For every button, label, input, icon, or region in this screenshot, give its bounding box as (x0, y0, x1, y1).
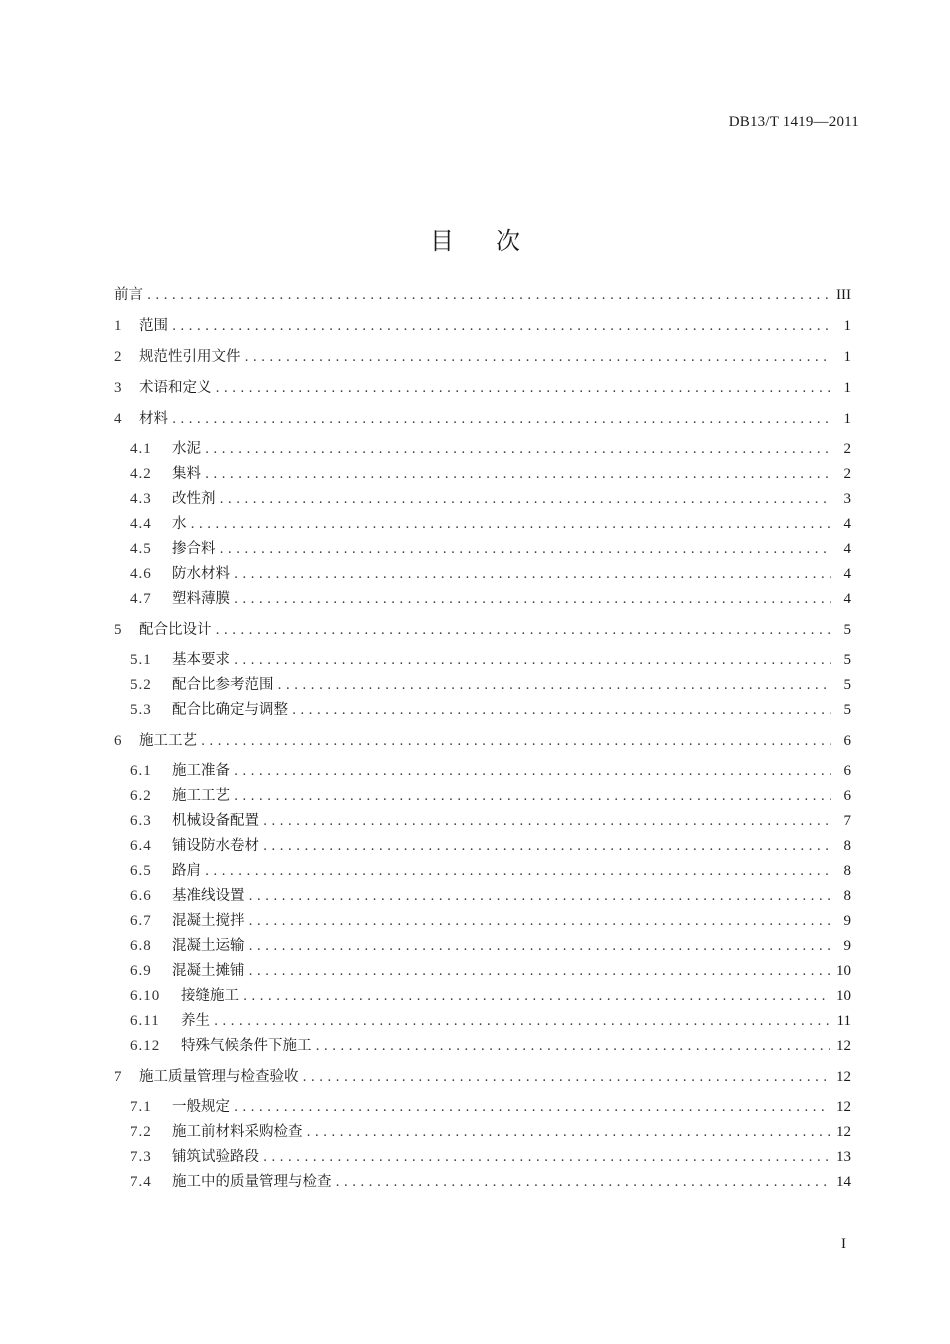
dot-leader (234, 784, 831, 809)
toc-section[interactable] (114, 784, 851, 809)
toc-page-number: 12 (836, 1099, 851, 1115)
toc-label: 水泥 (172, 441, 201, 457)
toc-page-number: 10 (836, 963, 851, 979)
dot-leader (201, 729, 831, 754)
toc-label: 配合比设计 (139, 622, 212, 638)
toc-number: 4.3 (130, 491, 152, 507)
toc-number: 7.2 (130, 1124, 152, 1140)
dot-leader (172, 407, 831, 432)
toc-section[interactable] (114, 487, 851, 512)
toc-page-number: 9 (843, 938, 851, 954)
toc-number: 4.6 (130, 566, 152, 582)
toc-number: 4.7 (130, 591, 152, 607)
toc-label: 塑料薄膜 (172, 591, 230, 607)
dot-leader (172, 314, 831, 339)
toc-page-number: III (836, 287, 851, 303)
toc-label: 基准线设置 (172, 888, 245, 904)
toc-number: 4.5 (130, 541, 152, 557)
toc-page-number: 5 (843, 652, 851, 668)
toc-number: 5 (114, 622, 122, 638)
toc-section[interactable] (114, 759, 851, 784)
toc-page-number: 12 (836, 1038, 851, 1054)
toc-page-number: 5 (843, 677, 851, 693)
toc-page-number: 10 (836, 988, 851, 1004)
toc-section[interactable] (114, 648, 851, 673)
dot-leader (307, 1120, 831, 1145)
dot-leader (205, 437, 831, 462)
toc-page-number: 1 (843, 380, 851, 396)
toc-label: 规范性引用文件 (139, 349, 241, 365)
toc-label: 施工前材料采购检查 (172, 1124, 303, 1140)
toc-section[interactable] (114, 462, 851, 487)
toc-label: 施工中的质量管理与检查 (172, 1174, 332, 1190)
toc-page-number: 12 (836, 1124, 851, 1140)
dot-leader (234, 587, 831, 612)
toc-number: 6.5 (130, 863, 152, 879)
toc-label: 配合比参考范围 (172, 677, 274, 693)
toc-number: 4.2 (130, 466, 152, 482)
toc-section[interactable] (114, 587, 851, 612)
dot-leader (263, 809, 831, 834)
toc-number: 6.8 (130, 938, 152, 954)
toc-number: 5.3 (130, 702, 152, 718)
dot-leader (249, 909, 832, 934)
toc-section[interactable] (114, 1145, 851, 1170)
toc-section[interactable] (114, 909, 851, 934)
toc-section[interactable] (114, 859, 851, 884)
toc-page-number: 4 (843, 541, 851, 557)
toc-page-number: 4 (843, 516, 851, 532)
toc-page-number: 4 (843, 591, 851, 607)
toc-label: 一般规定 (172, 1099, 230, 1115)
dot-leader (216, 618, 832, 643)
toc-label: 材料 (139, 411, 168, 427)
footer-page-number: I (841, 1236, 846, 1252)
toc-label: 机械设备配置 (172, 813, 259, 829)
toc-chapter[interactable] (114, 407, 851, 432)
toc-chapter[interactable] (114, 283, 851, 308)
toc-number: 4.4 (130, 516, 152, 532)
toc-number: 4 (114, 411, 122, 427)
toc-label: 接缝施工 (181, 988, 239, 1004)
toc-label: 水 (172, 516, 187, 532)
dot-leader (249, 884, 832, 909)
dot-leader (234, 1095, 830, 1120)
toc-label: 铺筑试验路段 (172, 1149, 259, 1165)
dot-leader (316, 1034, 831, 1059)
toc-number: 7.4 (130, 1174, 152, 1190)
toc-label: 混凝土摊铺 (172, 963, 245, 979)
toc-section[interactable] (114, 984, 851, 1009)
toc-number: 6 (114, 733, 122, 749)
toc-chapter[interactable] (114, 618, 851, 643)
toc-chapter[interactable] (114, 376, 851, 401)
toc-number: 7.1 (130, 1099, 152, 1115)
toc-section[interactable] (114, 884, 851, 909)
toc-number: 5.2 (130, 677, 152, 693)
dot-leader (263, 834, 831, 859)
toc-section[interactable] (114, 1120, 851, 1145)
dot-leader (292, 698, 831, 723)
toc-page-number: 8 (843, 838, 851, 854)
toc-page-number: 11 (836, 1013, 851, 1029)
toc-number: 6.1 (130, 763, 152, 779)
toc-section[interactable] (114, 562, 851, 587)
toc-chapter[interactable] (114, 314, 851, 339)
toc-number: 5.1 (130, 652, 152, 668)
toc-label: 掺合料 (172, 541, 216, 557)
dot-leader (205, 462, 831, 487)
toc-label: 施工工艺 (172, 788, 230, 804)
toc-page-number: 3 (843, 491, 851, 507)
toc-label: 术语和定义 (139, 380, 212, 396)
toc-label: 防水材料 (172, 566, 230, 582)
toc-number: 7.3 (130, 1149, 152, 1165)
toc-page-number: 8 (843, 888, 851, 904)
dot-leader (336, 1170, 831, 1195)
toc-number: 2 (114, 349, 122, 365)
toc-label: 改性剂 (172, 491, 216, 507)
toc-label: 施工质量管理与检查验收 (139, 1069, 299, 1085)
toc-page-number: 1 (843, 318, 851, 334)
toc-label: 路肩 (172, 863, 201, 879)
dot-leader (191, 512, 832, 537)
toc-page-number: 8 (843, 863, 851, 879)
toc-section[interactable] (114, 437, 851, 462)
toc-page-number: 6 (843, 763, 851, 779)
toc-page-number: 1 (843, 411, 851, 427)
page-title: 目次 (430, 227, 562, 256)
dot-leader (263, 1145, 830, 1170)
toc-number: 6.12 (130, 1038, 161, 1054)
toc-number: 6.3 (130, 813, 152, 829)
toc-section[interactable] (114, 834, 851, 859)
toc-page-number: 2 (843, 466, 851, 482)
toc-page-number: 1 (843, 349, 851, 365)
toc-page-number: 13 (836, 1149, 851, 1165)
toc-number: 6.7 (130, 913, 152, 929)
toc-chapter[interactable] (114, 345, 851, 370)
dot-leader (147, 283, 830, 308)
dot-leader (220, 537, 832, 562)
toc-page-number: 5 (843, 622, 851, 638)
toc-number: 3 (114, 380, 122, 396)
toc-section[interactable] (114, 698, 851, 723)
dot-leader (249, 934, 832, 959)
toc-page-number: 4 (843, 566, 851, 582)
toc-label: 特殊气候条件下施工 (181, 1038, 312, 1054)
dot-leader (234, 562, 831, 587)
toc-chapter[interactable] (114, 729, 851, 754)
toc-label: 前言 (114, 287, 143, 303)
toc-label: 混凝土运输 (172, 938, 245, 954)
toc-page-number: 5 (843, 702, 851, 718)
table-of-contents (114, 283, 851, 1195)
toc-page-number: 14 (836, 1174, 851, 1190)
toc-number: 6.6 (130, 888, 152, 904)
toc-section[interactable] (114, 1095, 851, 1120)
toc-section[interactable] (114, 673, 851, 698)
toc-number: 6.11 (130, 1013, 160, 1029)
dot-leader (216, 376, 832, 401)
toc-label: 范围 (139, 318, 168, 334)
toc-label: 养生 (181, 1013, 210, 1029)
toc-section[interactable] (114, 1034, 851, 1059)
dot-leader (234, 759, 831, 784)
toc-section[interactable] (114, 1009, 851, 1034)
toc-section[interactable] (114, 1170, 851, 1195)
dot-leader (220, 487, 832, 512)
toc-page-number: 9 (843, 913, 851, 929)
toc-page-number: 6 (843, 788, 851, 804)
document-code: DB13/T 1419—2011 (728, 114, 859, 130)
toc-number: 4.1 (130, 441, 152, 457)
toc-section[interactable] (114, 934, 851, 959)
toc-section[interactable] (114, 809, 851, 834)
toc-label: 混凝土搅拌 (172, 913, 245, 929)
toc-label: 配合比确定与调整 (172, 702, 288, 718)
toc-number: 6.10 (130, 988, 161, 1004)
toc-section[interactable] (114, 537, 851, 562)
dot-leader (234, 648, 831, 673)
toc-label: 基本要求 (172, 652, 230, 668)
toc-label: 铺设防水卷材 (172, 838, 259, 854)
dot-leader (243, 984, 830, 1009)
toc-label: 施工工艺 (139, 733, 197, 749)
toc-page-number: 7 (843, 813, 851, 829)
dot-leader (278, 673, 832, 698)
toc-label: 施工准备 (172, 763, 230, 779)
toc-page-number: 2 (843, 441, 851, 457)
toc-number: 6.9 (130, 963, 152, 979)
dot-leader (303, 1065, 831, 1090)
toc-section[interactable] (114, 512, 851, 537)
toc-number: 6.4 (130, 838, 152, 854)
toc-number: 1 (114, 318, 122, 334)
toc-chapter[interactable] (114, 1065, 851, 1090)
toc-page-number: 12 (836, 1069, 851, 1085)
dot-leader (245, 345, 832, 370)
toc-page-number: 6 (843, 733, 851, 749)
toc-label: 集料 (172, 466, 201, 482)
toc-number: 7 (114, 1069, 122, 1085)
toc-number: 6.2 (130, 788, 152, 804)
toc-section[interactable] (114, 959, 851, 984)
dot-leader (205, 859, 831, 884)
dot-leader (214, 1009, 831, 1034)
dot-leader (249, 959, 831, 984)
